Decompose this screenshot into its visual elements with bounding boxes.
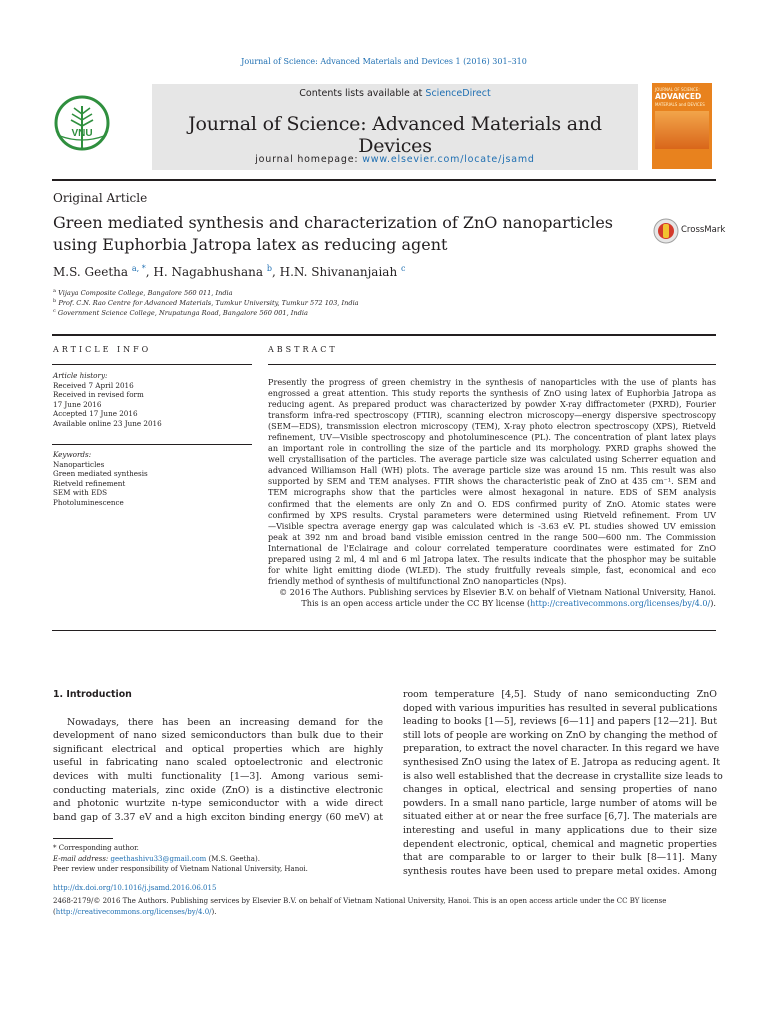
body-line: synthesis routes have been used to prepare metal oxides. Among [403, 865, 717, 877]
homepage-prefix: journal homepage: [255, 154, 363, 165]
intro-heading: 1. Introduction [53, 689, 132, 700]
section-rule [52, 334, 716, 336]
email-link[interactable]: geethashivu33@gmail.com [110, 854, 207, 863]
issn-line-1: 2468-2179/© 2016 The Authors. Publishing services by Elsevier B.V. on behalf of Vietnam National University, Hanoi. This is an open access article under the CC BY license [53, 897, 667, 905]
abstract-line: supported by SEM and TEM analyses. FTIR shows the characteristic peak of ZnO at 435 cm⁻¹. SEM and [268, 476, 716, 487]
body-line: changes in optical, electrical and sensing properties of nano [403, 784, 717, 796]
keyword: Nanoparticles [53, 459, 105, 469]
abstract-line: an important role in controlling the size of the particle and its morphology. PXRD graphs showed the [268, 443, 716, 454]
title-line-2: using Euphorbia Jatropa latex as reducing agent [53, 235, 448, 254]
cover-line3: MATERIALS and DEVICES [655, 102, 705, 107]
license-line [268, 598, 716, 609]
title-line-1: Green mediated synthesis and characterization of ZnO nanoparticles [53, 213, 614, 232]
keyword: Green mediated synthesis [53, 469, 148, 478]
body-line: powders. In a small nano particle, large number of atoms will be [403, 797, 717, 809]
abstract-line: friendly method of synthesis of multifunctional ZnO nanoparticles (Nps). [268, 575, 567, 586]
history-item: Received in revised form [53, 390, 144, 399]
intro-column-1 [53, 688, 383, 824]
license-link[interactable]: http://creativecommons.org/licenses/by/4.0/ [530, 597, 711, 608]
body-line: Nowadays, there has been an increasing demand for the [67, 716, 383, 728]
abstract-line: International de l'Eclairage and colour correlated temperature coordinates were estimated for ZnO [268, 542, 716, 553]
contents-line [152, 88, 638, 99]
keywords-rule [52, 444, 252, 445]
abstract-line: TEM micrographs show that the particles were almost hexagonal in nature. EDS of SEM analysis [268, 487, 716, 498]
abstract-bottom-rule [52, 630, 716, 631]
copyright-line: © 2016 The Authors. Publishing services by Elsevier B.V. on behalf of Vietnam National University, Hanoi. [279, 586, 716, 597]
history-item: Available online 23 June 2016 [53, 418, 162, 428]
affiliation: $^a$ Vijaya Composite College, Bangalore 560 011, India [53, 288, 233, 298]
body-line: dependent electronic, optical, chemical and magnetic properties [403, 838, 717, 850]
doi-link[interactable]: http://dx.doi.org/10.1016/j.jsamd.2016.06.015 [53, 884, 217, 892]
body-line: preparation, to extract the novel character. In this regard we have [403, 743, 720, 755]
intro-text-2 [403, 688, 723, 878]
abstract-line: —Visible spectra average energy gap was calculated which is -3.63 eV. PL studies showed UV emission [268, 520, 716, 531]
keyword: Rietveld refinement [53, 478, 126, 488]
cover-line1: JOURNAL OF SCIENCE: [655, 87, 700, 92]
abstract-line: engrossed a great attention. This study reports the synthesis of ZnO using latex of Euphorbia Jatropa as [268, 388, 716, 399]
author-sup[interactable]: a, * [131, 264, 146, 273]
peer-review-note: Peer review under responsibility of Vietnam National University, Hanoi. [53, 865, 308, 873]
history-item: Accepted 17 June 2016 [53, 409, 138, 418]
header-rule [52, 179, 716, 181]
crossmark-badge[interactable] [653, 217, 726, 245]
abstract-line: reducing agent. As prepared product was characterized by powder X-ray diffractometer (PXRD), Fourier [268, 399, 716, 410]
affiliation: $^c$ Government Science College, Nrupatunga Road, Bangalore 560 001, India [53, 308, 308, 318]
author-sup[interactable]: b [266, 264, 272, 273]
vnu-logo [52, 92, 112, 158]
logo-text: VNU [71, 128, 93, 139]
abstract-heading: ABSTRACT [268, 345, 338, 354]
author-name: H. Nagabhushana [153, 265, 264, 279]
issn-line-2: (http://creativecommons.org/licenses/by/4.0/). [53, 907, 217, 916]
intro-column-2 [403, 688, 723, 878]
body-line: band gap of 3.37 eV and a high exciton binding energy (60 meV) at [53, 811, 383, 823]
email-label: E-mail address: [53, 854, 111, 863]
article-type: Original Article [53, 191, 148, 205]
corresponding-note: * Corresponding author. [53, 844, 139, 852]
body-line: leading to books [1—5], reviews [6—11] and papers [12—21]. But [403, 716, 717, 728]
crossmark-label: CrossMark [681, 225, 726, 235]
abstract-line: Presently the progress of green chemistry in the synthesis of nanoparticles with the use of plants has [268, 377, 716, 387]
body-line: that are comparable to or larger to their bulk [8—11]. Many [403, 852, 717, 864]
license-suffix: ). [710, 597, 716, 608]
email-note [53, 854, 308, 865]
authors-line: M.S. Geetha $^{a, *}$, H. Nagabhushana $^b$, H.N. Shivananjaiah $^c$ [53, 264, 406, 279]
homepage-link[interactable]: www.elsevier.com/locate/jsamd [362, 154, 535, 165]
author-name: M.S. Geetha [53, 265, 129, 279]
keywords [53, 450, 148, 507]
abstract-body [268, 377, 716, 609]
article-title [53, 212, 633, 256]
issn-license-link[interactable]: http://creativecommons.org/licenses/by/4.0/ [55, 907, 212, 916]
footnotes [53, 843, 308, 875]
journal-homepage [152, 154, 638, 165]
article-info-heading: ARTICLE INFO [53, 345, 152, 354]
footnote-rule [53, 838, 113, 839]
history-label: Article history: [53, 371, 108, 380]
issn-note [53, 896, 717, 917]
body-line: devices with multi functionality [1—3]. Among various semi- [53, 770, 383, 782]
issn-suffix: ). [211, 907, 217, 916]
cover-line2: ADVANCED [655, 92, 702, 101]
abstract-line: prepared using 2 ml, 4 ml and 6 ml Jatropa latex. The results indicate that the phosphor may be suitable [268, 553, 716, 564]
journal-cover [652, 83, 712, 169]
body-line: development of nano sized semiconductors than bulk due to their [53, 730, 383, 742]
body-line: synthesised ZnO using the latex of E. Jatropa as reducing agent. It [403, 756, 721, 768]
cover-image [655, 111, 709, 149]
abstract-line: advanced Williamson Hall (WH) plots. The average particle size was around 15 nm. This result was also [268, 465, 716, 476]
info-rule [52, 364, 252, 365]
abstract-line: confirmed that the elements are only Zn and O. EDS confirmed purity of ZnO. Atomic states were [268, 498, 716, 509]
body-line: significant electrical and optical properties which are highly [53, 743, 383, 755]
abstract-line: transform infra-red spectroscopy (FTIR), scanning electron microscopy—energy dispersive spectroscopy [268, 410, 716, 421]
contents-prefix: Contents lists available at [299, 88, 426, 99]
abstract-line: well crystallisation of the particles. The average particle size was calculated using Scherrer equation and [268, 454, 716, 465]
author-sup[interactable]: c [401, 264, 406, 273]
author-name: H.N. Shivananjaiah [279, 265, 398, 279]
body-line: situated either at or near the free surface [6,7]. The materials are [403, 811, 717, 823]
license-prefix: This is an open access article under the CC BY license ( [301, 597, 531, 608]
email-suffix: (M.S. Geetha). [206, 854, 260, 863]
abstract-line: for white light emitting diode (WLED). The study fruitfully reveals simple, fast, economical and eco [268, 564, 716, 575]
body-line: and photonic wurtzite n-type semiconductor with a wide direct [53, 798, 383, 810]
history-item: Received 7 April 2016 [53, 380, 134, 390]
abstract-line: peak at 392 nm and broad band visible emission centred in the range 500—600 nm. The Commission [268, 531, 716, 542]
affiliation: $^b$ Prof. C.N. Rao Centre for Advanced Materials, Tumkur University, Tumkur 572 103, India [53, 298, 359, 308]
body-line: conducting materials, zinc oxide (ZnO) is a distinctive electronic [53, 784, 383, 796]
abstract-rule [268, 364, 716, 365]
keyword: SEM with EDS [53, 488, 108, 497]
history-item: 17 June 2016 [53, 399, 102, 409]
keywords-label: Keywords: [53, 450, 92, 459]
body-line: doped with various impurities has resulted in several publications [403, 702, 718, 714]
body-line: useful in fabricating nano scaled optoelectronic and electronic [53, 757, 383, 769]
journal-citation[interactable]: Journal of Science: Advanced Materials and Devices 1 (2016) 301–310 [241, 57, 527, 66]
sciencedirect-link[interactable]: ScienceDirect [425, 88, 491, 99]
intro-text-1 [53, 716, 383, 825]
body-line: room temperature [4,5]. Study of nano semiconducting ZnO [403, 689, 717, 700]
article-history [53, 371, 162, 428]
abstract-line: refinement, UV—Visible spectroscopy and photoluminescence (PL). The concentration of plant latex plays [268, 432, 716, 443]
body-line: is also well established that the decrease in crystallite size leads to [403, 770, 723, 782]
body-line: still lots of people are working on ZnO by changing the method of [403, 729, 717, 741]
abstract-line: (SEM—EDS), transmission electron microscopy (TEM), X-ray photo electron spectroscopy (XPS), Rietveld [268, 421, 716, 432]
keyword: Photoluminescence [53, 497, 124, 507]
body-line: interesting and useful in many applications due to their size [403, 824, 717, 836]
abstract-line: confirmed by XPS results. Crystal parameters were determined using Rietveld refinement. From UV [268, 509, 716, 520]
journal-title: Journal of Science: Advanced Materials and Devices [188, 113, 602, 157]
